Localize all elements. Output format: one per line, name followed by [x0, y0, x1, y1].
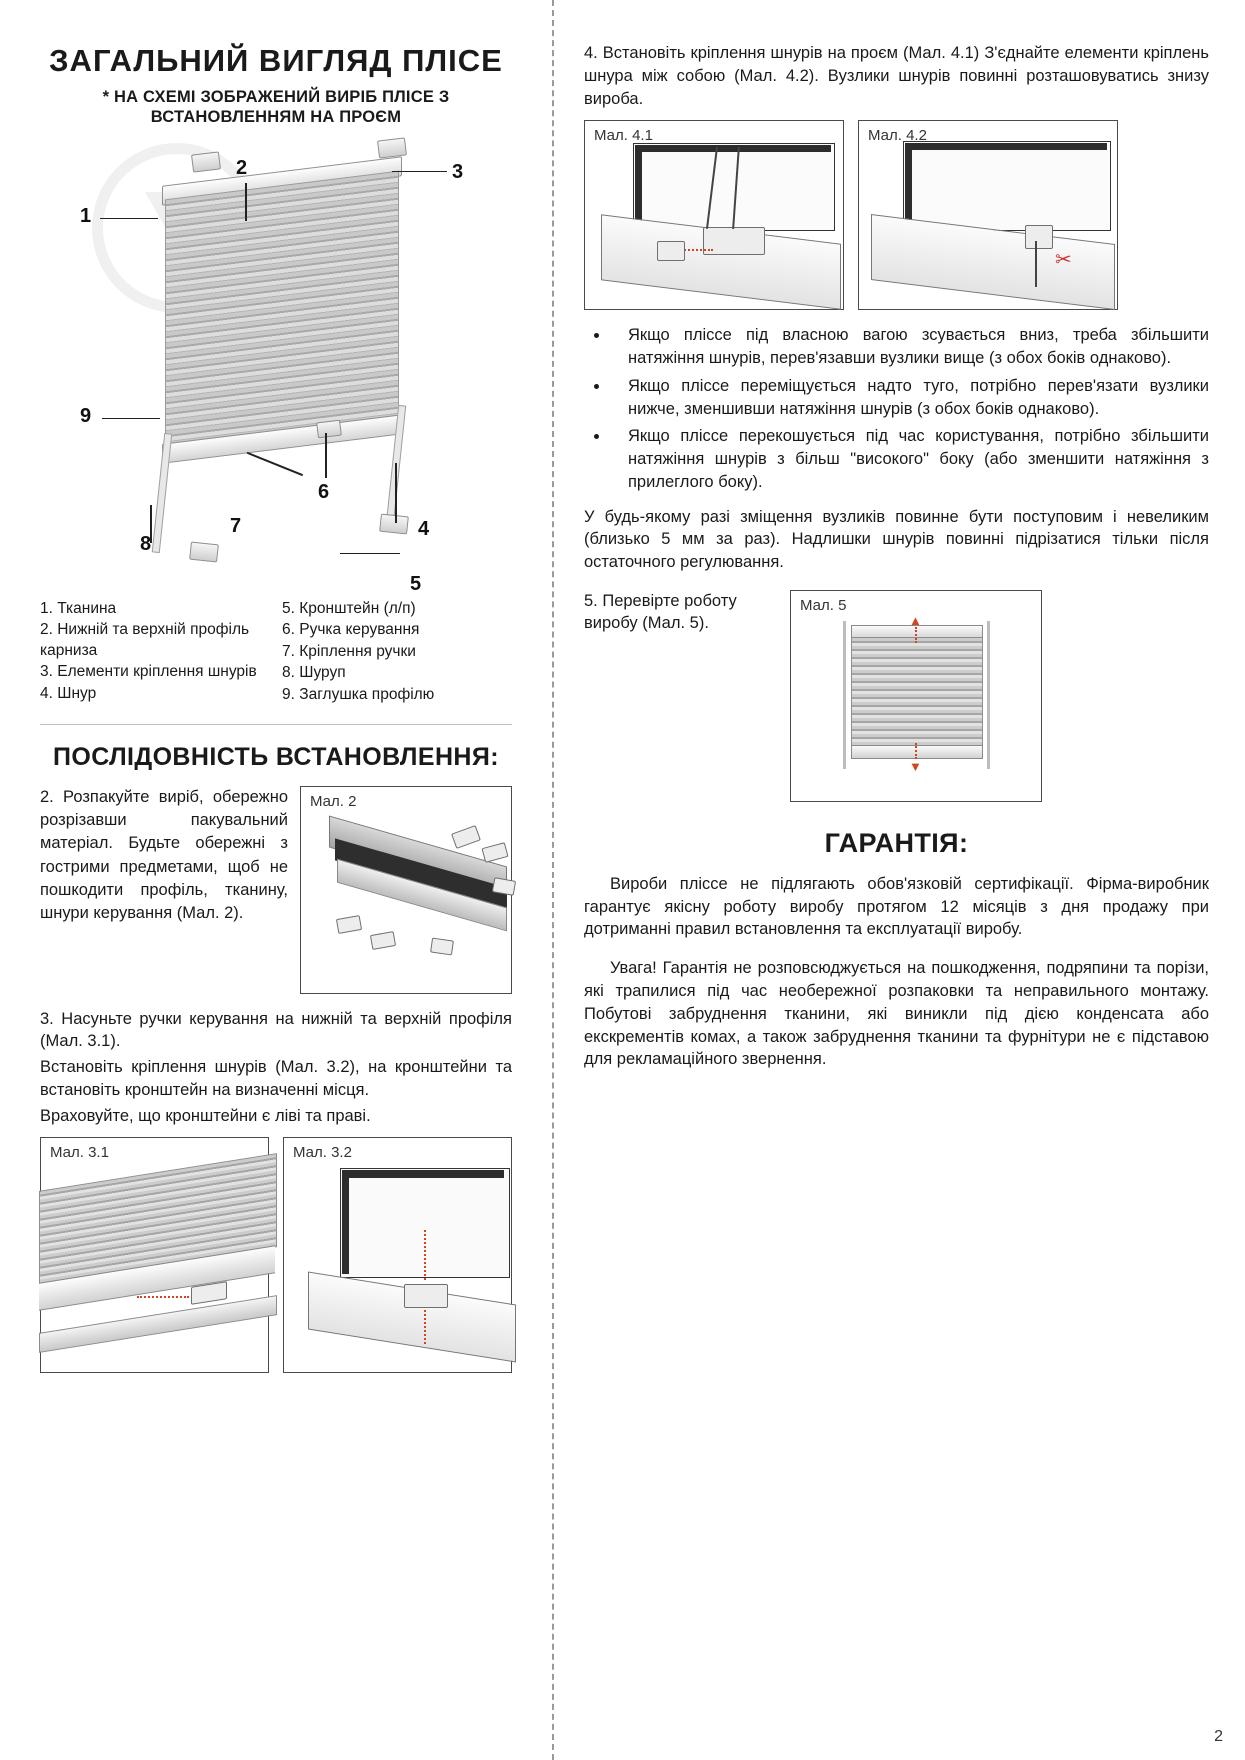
warranty-title: ГАРАНТІЯ:	[824, 827, 969, 858]
leader-6	[325, 433, 327, 478]
legend-item: 3. Елементи кріплення шнурів	[40, 663, 257, 681]
window-seal	[905, 150, 912, 228]
figure-4-2	[858, 120, 1118, 310]
accessory-part	[370, 931, 396, 950]
right-column	[556, 0, 1245, 1760]
divider-line	[40, 724, 512, 725]
callout-2: 2	[236, 156, 248, 179]
bottom-profile-detail	[851, 745, 983, 759]
adjustment-tips-list	[584, 324, 1209, 493]
leader-5	[340, 553, 400, 555]
legend-column-1	[40, 599, 258, 706]
down-arrow-icon: ▼	[909, 758, 922, 774]
legend-item: 6. Ручка керування	[282, 621, 420, 639]
step-3-line-3: Враховуйте, що кронштейни є ліві та праві.	[40, 1106, 371, 1125]
figure-3-2-label: Мал. 3.2	[293, 1143, 352, 1161]
list-item: • Якщо пліссе під власною вагою зсувається вниз, треба збільшити натяжіння шнурів, перев'язавши вузлики вище (з обох боків однаково).	[610, 324, 1209, 370]
callout-3: 3	[452, 160, 464, 183]
accessory-part	[481, 842, 508, 863]
step-2-text: 2. Розпакуйте виріб, обережно розрізавши пакувальний матеріал. Будьте обережні з гострими предметами, щоб не пошкодити профіль, тканину, шнури керування (Мал. 2).	[40, 788, 288, 922]
legend-item: 2. Нижній та верхній профіль карниза	[40, 621, 250, 659]
bracket-top-right	[377, 137, 407, 158]
step-3-figures	[40, 1137, 512, 1373]
window-seal	[635, 145, 831, 152]
legend-item: 1. Тканина	[40, 599, 117, 617]
step-5-block	[584, 590, 1209, 802]
page-subtitle: * НА СХЕМІ ЗОБРАЖЕНИЙ ВИРІБ ПЛІСЕ З ВСТАНОВЛЕННЯМ НА ПРОЄМ	[102, 87, 450, 126]
figure-3-2	[283, 1137, 512, 1373]
motion-indicator	[915, 627, 917, 643]
cord-holder-plate	[1025, 225, 1053, 249]
step-5-text: 5. Перевірте роботу виробу (Мал. 5).	[584, 591, 737, 633]
window-seal	[342, 1178, 349, 1274]
bracket-top-left	[191, 151, 221, 172]
legend-item: 8. Шуруп	[282, 664, 346, 682]
callout-5: 5	[410, 572, 422, 595]
warranty-paragraph-2: Увага! Гарантія не розповсюджується на пошкодження, подряпини та порізи, які трапилися під час необережної розпаковки та неправильного монтажу. Побутові забруднення тканини, які виникли під дією конденсата або екскрементів комах, а також забруднення тканини та фурнітури не є підставою для рекламаційного звернення.	[584, 959, 1209, 1069]
step-3-line-2: Встановіть кріплення шнурів (Мал. 3.2), на кронштейни та встановіть кронштейн на визначенні місця.	[40, 1058, 512, 1099]
parts-legend	[40, 599, 512, 706]
left-tension-rail	[152, 433, 172, 553]
window-seal	[905, 143, 1107, 150]
fabric-detail	[851, 637, 983, 747]
figure-3-1	[40, 1137, 269, 1373]
leader-9	[102, 418, 160, 420]
callout-6: 6	[318, 480, 330, 503]
figure-5	[790, 590, 1042, 802]
figure-4-2-label: Мал. 4.2	[868, 127, 927, 145]
window-seal	[635, 152, 642, 228]
figure-5-label: Мал. 5	[800, 596, 847, 614]
figure-2-label: Мал. 2	[310, 793, 357, 811]
callout-1: 1	[80, 204, 92, 227]
leader-3	[392, 171, 447, 173]
cord-line	[1035, 241, 1037, 287]
overview-diagram	[40, 133, 512, 593]
step-4-text: 4. Встановіть кріплення шнурів на проєм (Мал. 4.1) З'єднайте елементи кріплень шнура між собою (Мал. 4.2). Вузлики шнурів повинні розташовуватись знизу вироба.	[584, 44, 1209, 108]
window-glass-detail	[903, 141, 1111, 231]
bracket-bottom-right	[379, 514, 409, 535]
fabric-shape	[165, 171, 399, 452]
figure-4-1-label: Мал. 4.1	[594, 127, 653, 145]
leader-7	[247, 452, 303, 476]
handle-shape	[316, 420, 342, 439]
mount-direction-indicator	[424, 1230, 426, 1280]
figure-3-1-label: Мал. 3.1	[50, 1143, 109, 1161]
step-2-block	[40, 786, 512, 994]
scissors-icon: ✂	[1055, 249, 1072, 272]
legend-item: 9. Заглушка профілю	[282, 685, 435, 703]
figure-4-1	[584, 120, 844, 310]
direction-indicator	[137, 1296, 189, 1298]
list-item: • Якщо пліссе перекошується під час користування, потрібно збільшити натяжіння шнурів з більш "високого" боку (або зменшити натяжіння з прилеглого боку).	[610, 425, 1209, 493]
callout-4: 4	[418, 517, 430, 540]
figure-2	[300, 786, 512, 994]
step-3-line-1: 3. Насуньте ручки керування на нижній та верхній профіля (Мал. 3.1).	[40, 1010, 512, 1051]
step-4-figures	[584, 120, 1209, 310]
callout-7: 7	[230, 514, 242, 537]
list-item: • Якщо пліссе переміщується надто туго, потрібно перев'язати вузлики нижче, зменшивши натяжіння шнурів (з обох боків однаково).	[610, 375, 1209, 421]
legend-column-2	[282, 599, 492, 706]
page-title: ЗАГАЛЬНИЙ ВИГЛЯД ПЛІСЕ	[49, 43, 503, 78]
up-arrow-icon: ▲	[909, 612, 922, 628]
accessory-part	[451, 825, 481, 849]
callout-8: 8	[140, 532, 152, 555]
window-seal	[342, 1170, 504, 1178]
cord-end-part	[657, 241, 685, 261]
mount-direction-indicator	[424, 1310, 426, 1344]
section-title-installation: ПОСЛІДОВНІСТЬ ВСТАНОВЛЕННЯ:	[53, 743, 499, 772]
warranty-paragraph-1: Вироби пліссе не підлягають обов'язковій сертифікації. Фірма-виробник гарантує якісну роботу виробу протягом 12 місяців з дня продажу при дотриманні правил встановлення та експлуатації виробу.	[584, 874, 1209, 939]
cord-mount	[404, 1284, 448, 1308]
leader-4	[395, 463, 397, 523]
adjustment-note: У будь-якому разі зміщення вузликів повинне бути поступовим і невеликим (близько 5 мм за раз). Надлишки шнурів повинні підрізатися тільки після остаточного регулювання.	[584, 507, 1209, 572]
side-rail	[987, 621, 990, 769]
bracket-bottom-left	[189, 542, 219, 563]
legend-item: 4. Шнур	[40, 684, 97, 702]
accessory-part	[336, 915, 362, 934]
center-divider	[552, 0, 554, 1760]
side-rail	[843, 621, 846, 769]
page-number: 2	[1214, 1728, 1223, 1745]
callout-9: 9	[80, 404, 92, 427]
leader-2	[245, 183, 247, 221]
legend-item: 7. Кріплення ручки	[282, 642, 416, 660]
leader-1	[100, 218, 158, 220]
legend-item: 5. Кронштейн (л/п)	[282, 599, 416, 617]
motion-indicator	[915, 743, 917, 759]
left-column	[0, 0, 552, 1760]
accessory-part	[430, 938, 454, 956]
